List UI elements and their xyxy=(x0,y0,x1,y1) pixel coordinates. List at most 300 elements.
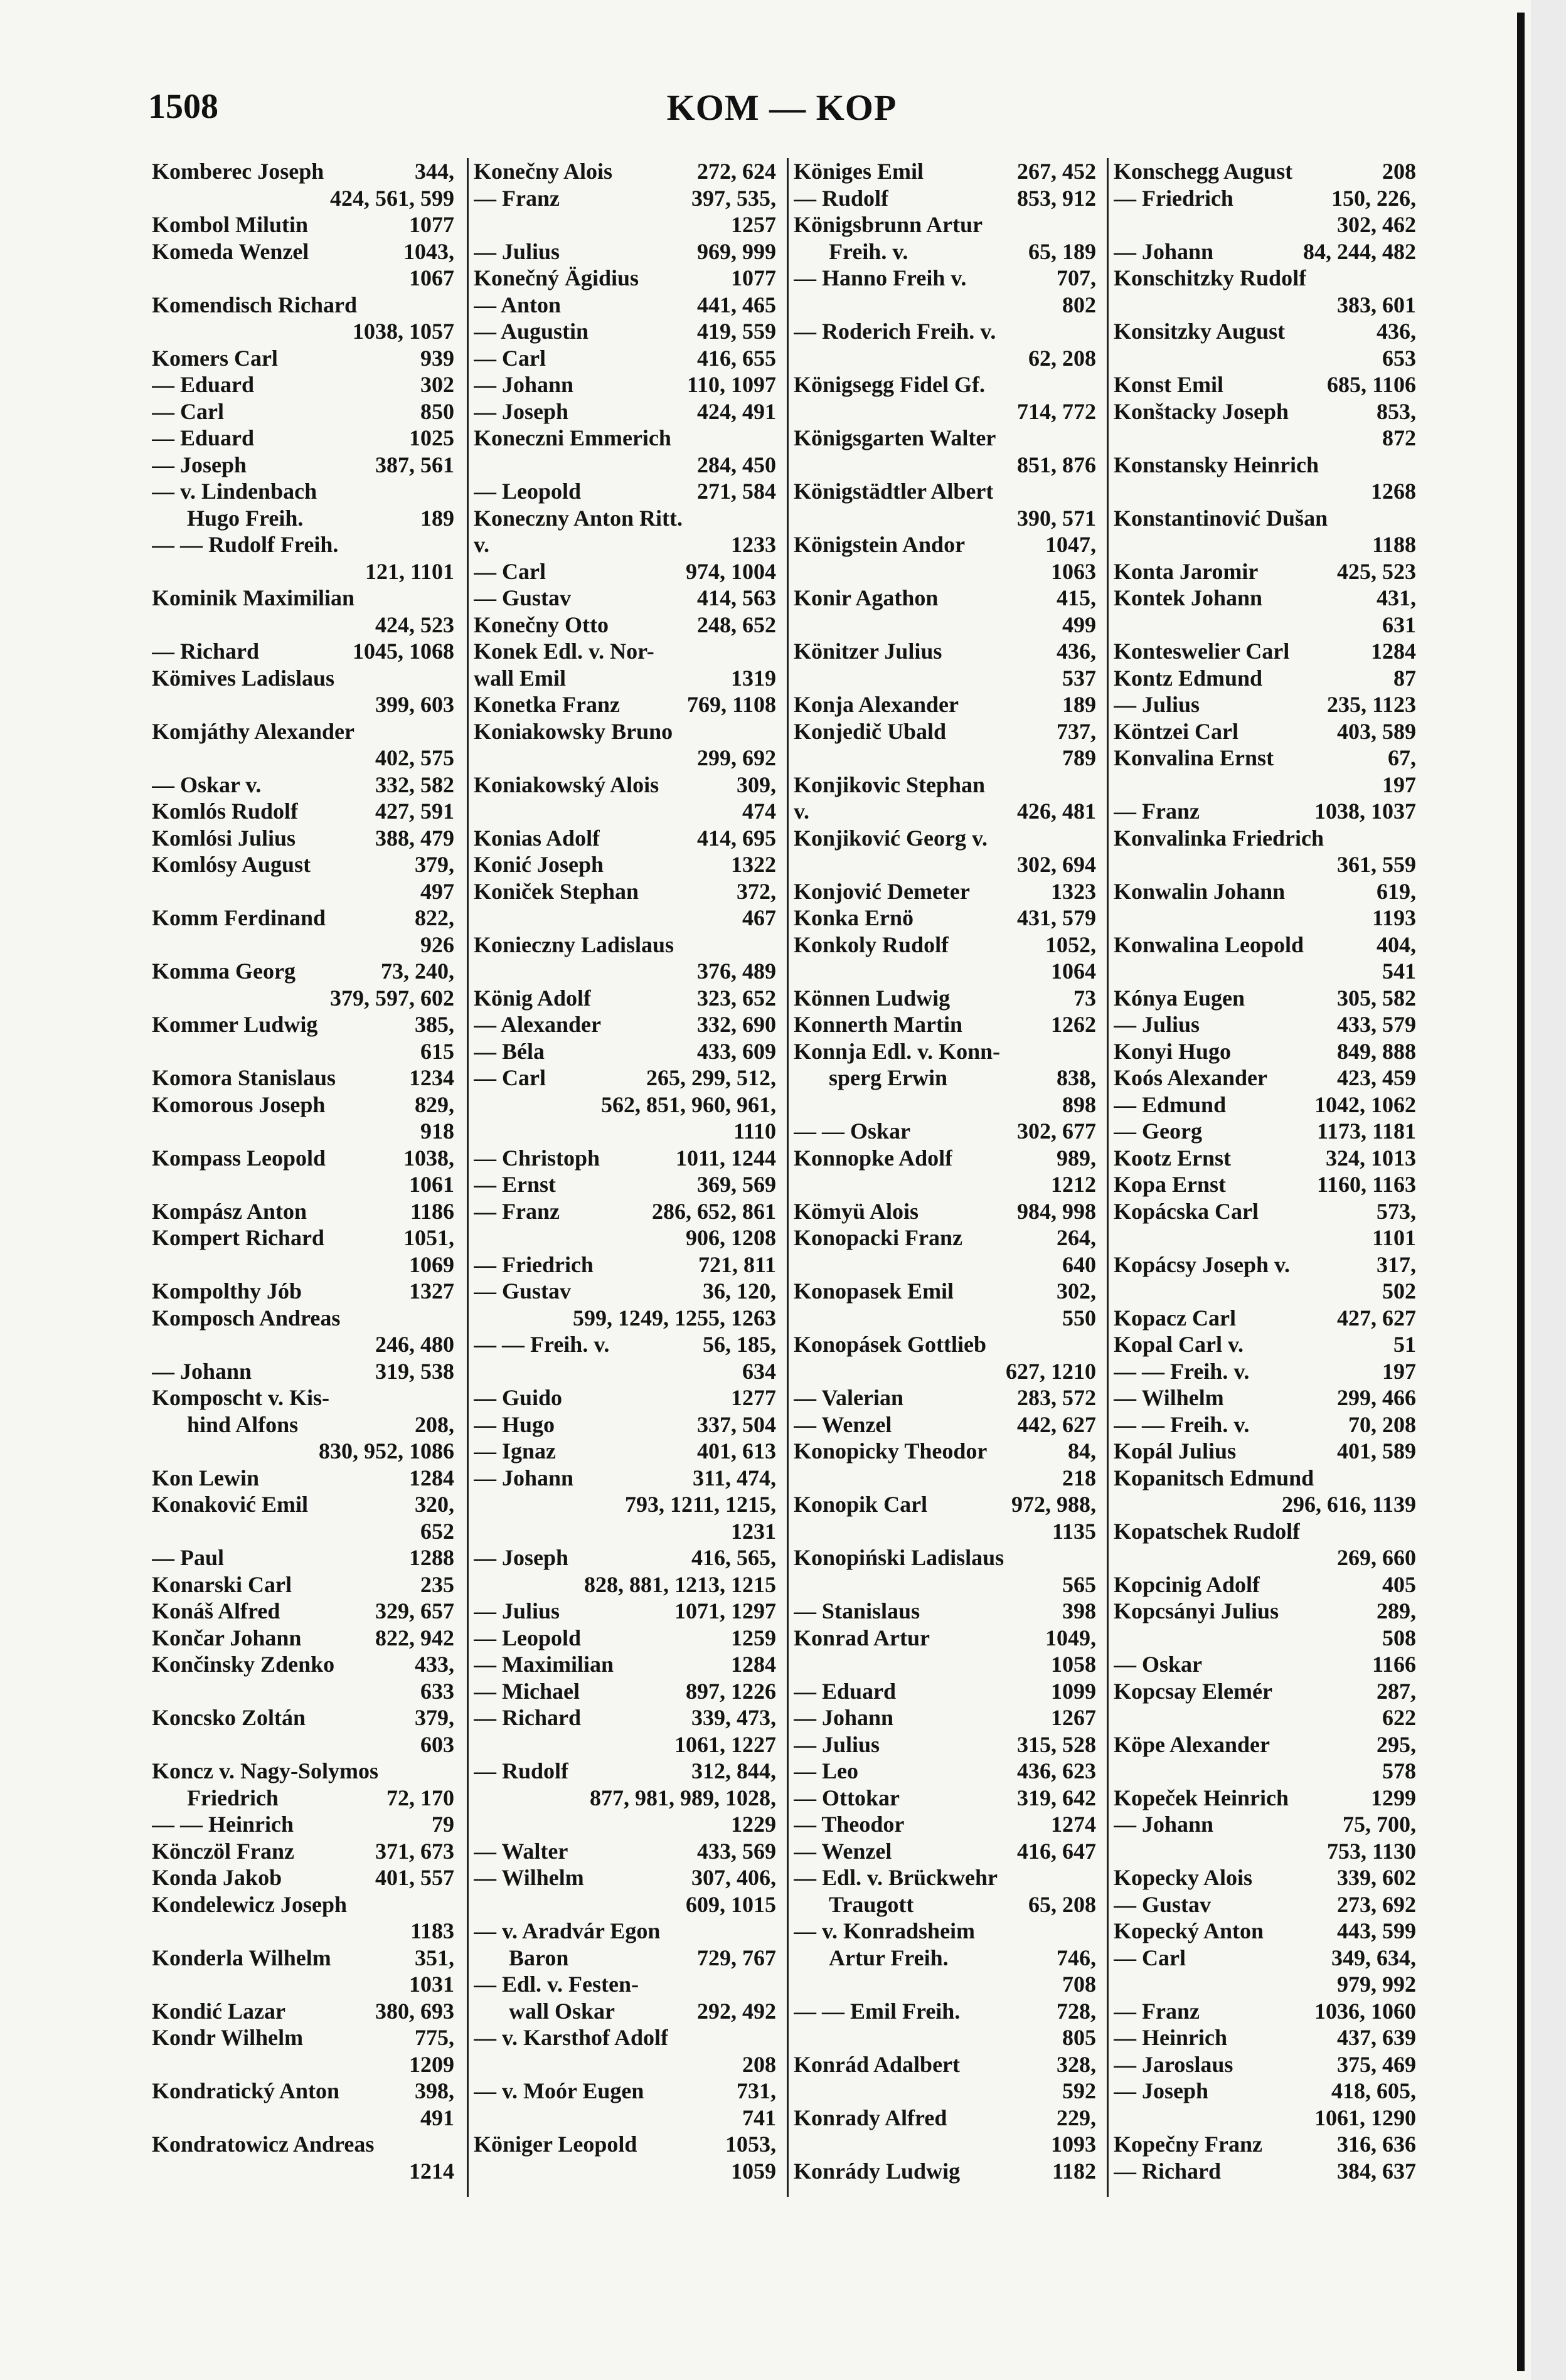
index-entry-continuation xyxy=(147,1331,458,1358)
entry-page-refs: 65, 208 xyxy=(1028,1891,1096,1917)
index-entry xyxy=(789,425,1100,452)
entry-page-refs: 380, 693 xyxy=(375,1998,454,2024)
index-entry xyxy=(469,1145,780,1172)
index-entry xyxy=(1109,665,1420,692)
entry-page-refs: 317, xyxy=(1377,1251,1416,1277)
entry-name: Komers Carl xyxy=(152,345,278,371)
entry-page-refs: 1284 xyxy=(409,1465,454,1490)
entry-page-refs: 989, xyxy=(1057,1145,1096,1171)
entry-page-refs: 1058 xyxy=(1051,1652,1096,1677)
entry-page-refs: 51 xyxy=(1393,1332,1416,1357)
index-entry xyxy=(147,1945,458,1972)
index-entry xyxy=(1109,718,1420,745)
entry-name: König Adolf xyxy=(474,985,592,1011)
entry-name: — v. Moór Eugen xyxy=(474,2078,644,2103)
entry-page-refs: 849, 888 xyxy=(1337,1038,1416,1064)
entry-name: Königstädtler Albert xyxy=(794,479,994,504)
entry-page-refs: 1093 xyxy=(1051,2132,1096,2157)
index-entry xyxy=(1109,985,1420,1012)
index-entry xyxy=(789,1145,1100,1172)
index-entry xyxy=(469,2024,780,2051)
entry-name: — Christoph xyxy=(474,1145,600,1171)
entry-page-refs: 1262 xyxy=(1051,1012,1096,1037)
entry-page-refs: 436, xyxy=(1377,319,1416,344)
entry-page-refs: 753, 1130 xyxy=(1326,1838,1416,1864)
index-entry xyxy=(147,1011,458,1038)
entry-name: — Paul xyxy=(152,1545,225,1570)
index-entry xyxy=(789,265,1100,292)
index-entry xyxy=(469,878,780,905)
index-entry xyxy=(469,318,780,345)
entry-page-refs: 427, 591 xyxy=(375,799,454,824)
index-entry xyxy=(147,478,458,505)
entry-page-refs: 707, xyxy=(1057,265,1096,290)
entry-name: — Richard xyxy=(1114,2158,1221,2184)
entry-page-refs: 592 xyxy=(1062,2078,1096,2103)
index-entry xyxy=(147,1384,458,1411)
entry-page-refs: 1267 xyxy=(1051,1705,1096,1730)
index-entry xyxy=(1109,2158,1420,2185)
entry-name: Kopecký Anton xyxy=(1114,1918,1264,1943)
index-column-1 xyxy=(147,158,458,2197)
index-entry xyxy=(789,1491,1100,1518)
index-entry-continuation xyxy=(147,612,458,639)
index-entry-continuation xyxy=(147,2158,458,2185)
entry-page-refs: 1031 xyxy=(409,1972,454,1997)
entry-name: Konrády Ludwig xyxy=(794,2158,961,2184)
index-entry xyxy=(469,1011,780,1038)
entry-name: Komlós Rudolf xyxy=(152,799,299,824)
index-entry xyxy=(1109,1038,1420,1065)
index-entry xyxy=(469,1704,780,1731)
index-entry xyxy=(147,851,458,878)
entry-page-refs: 1288 xyxy=(409,1545,454,1570)
index-entry-continuation xyxy=(147,318,458,345)
index-entry-continuation xyxy=(1109,211,1420,238)
entry-page-refs: 1233 xyxy=(731,532,776,557)
index-entry-continuation xyxy=(469,2158,780,2185)
index-entry xyxy=(789,2105,1100,2132)
entry-name: — Julius xyxy=(474,1598,560,1623)
entry-page-refs: 829, xyxy=(415,1092,454,1117)
entry-page-refs: 802 xyxy=(1062,292,1096,317)
index-entry xyxy=(789,1785,1100,1812)
entry-name: Konrád Adalbert xyxy=(794,2051,961,2077)
entry-name: Komeda Wenzel xyxy=(152,238,309,264)
entry-name: — Guido xyxy=(474,1385,563,1410)
entry-page-refs: 805 xyxy=(1062,2025,1096,2050)
entry-page-refs: 316, 636 xyxy=(1337,2132,1416,2157)
index-entry xyxy=(1109,1011,1420,1038)
index-entry-continuation xyxy=(1109,851,1420,878)
entry-page-refs: 1183 xyxy=(410,1918,454,1943)
entry-page-refs: 851, 876 xyxy=(1017,452,1096,477)
entry-name: Kopacz Carl xyxy=(1114,1305,1236,1331)
entry-page-refs: 436, 623 xyxy=(1017,1758,1096,1783)
entry-name: — Julius xyxy=(474,238,560,264)
index-entry-continuation xyxy=(147,1438,458,1465)
entry-page-refs: 431, xyxy=(1377,585,1416,610)
index-entry-continuation xyxy=(1109,1278,1420,1305)
entry-page-refs: 1061, 1290 xyxy=(1314,2105,1416,2130)
entry-page-refs: 436, xyxy=(1057,639,1096,664)
entry-page-refs: 737, xyxy=(1057,718,1096,744)
index-entry xyxy=(1109,1678,1420,1705)
index-entry xyxy=(789,1278,1100,1305)
entry-name: Konjiković Georg v. xyxy=(794,825,988,851)
entry-name: hind Alfons xyxy=(187,1411,299,1437)
entry-name: wall Oskar xyxy=(509,1998,615,2024)
index-entry xyxy=(1109,1065,1420,1092)
entry-page-refs: 309, xyxy=(737,772,776,797)
index-entry-continuation xyxy=(789,1171,1100,1198)
index-entry xyxy=(1109,1438,1420,1465)
entry-name: — Anton xyxy=(474,292,562,317)
entry-page-refs: 1038, xyxy=(403,1145,454,1171)
index-entry xyxy=(469,505,780,532)
index-entry xyxy=(469,2131,780,2158)
entry-page-refs: 969, 999 xyxy=(697,238,776,264)
entry-page-refs: 87 xyxy=(1393,665,1416,691)
entry-page-refs: 383, 601 xyxy=(1337,292,1416,317)
entry-page-refs: 65, 189 xyxy=(1028,238,1096,264)
entry-name: Koniček Stephan xyxy=(474,878,639,904)
entry-page-refs: 401, 613 xyxy=(697,1438,776,1464)
entry-page-refs: 1186 xyxy=(410,1198,454,1224)
index-entry xyxy=(789,798,1100,825)
entry-page-refs: 1274 xyxy=(1051,1812,1096,1837)
index-entry xyxy=(1109,1651,1420,1678)
index-entry xyxy=(147,1145,458,1172)
entry-page-refs: 898 xyxy=(1062,1092,1096,1117)
entry-page-refs: 405 xyxy=(1382,1571,1416,1597)
entry-page-refs: 311, 474, xyxy=(692,1465,776,1490)
index-entry xyxy=(1109,1358,1420,1385)
entry-page-refs: 379, xyxy=(415,1705,454,1730)
index-entry-continuation xyxy=(147,878,458,905)
entry-name: Königer Leopold xyxy=(474,2132,637,2157)
entry-name: Kontz Edmund xyxy=(1114,665,1263,691)
entry-name: — Oskar xyxy=(1114,1652,1203,1677)
index-entry-continuation xyxy=(789,745,1100,772)
entry-page-refs: 299, 692 xyxy=(697,745,776,770)
index-entry xyxy=(1109,638,1420,665)
entry-name: Kömyü Alois xyxy=(794,1198,919,1224)
entry-name: Kondić Lazar xyxy=(152,1998,285,2024)
index-entry xyxy=(147,1491,458,1518)
index-entry xyxy=(469,1678,780,1705)
entry-page-refs: 497 xyxy=(420,878,454,904)
entry-page-refs: 441, 465 xyxy=(697,292,776,317)
index-entry xyxy=(469,1864,780,1891)
entry-page-refs: 853, 912 xyxy=(1017,185,1096,211)
index-entry xyxy=(469,1465,780,1492)
index-entry-continuation xyxy=(469,958,780,985)
index-entry xyxy=(147,1092,458,1118)
entry-page-refs: 415, xyxy=(1057,585,1096,610)
index-entry xyxy=(789,1731,1100,1758)
entry-page-refs: 1069 xyxy=(409,1251,454,1277)
entry-name: — Leopold xyxy=(474,479,582,504)
entry-page-refs: 404, xyxy=(1377,932,1416,957)
entry-page-refs: 499 xyxy=(1062,612,1096,637)
index-entry xyxy=(147,638,458,665)
entry-name: — Rudolf xyxy=(794,185,889,211)
entry-name: Konopicky Theodor xyxy=(794,1438,988,1464)
entry-name: Konias Adolf xyxy=(474,825,600,851)
entry-name: Konopik Carl xyxy=(794,1492,928,1517)
index-entry xyxy=(469,612,780,639)
entry-name: — — Freih. v. xyxy=(1114,1358,1250,1384)
entry-page-refs: 838, xyxy=(1057,1065,1096,1090)
entry-page-refs: 443, 599 xyxy=(1337,1918,1416,1943)
index-entry xyxy=(1109,238,1420,265)
index-entry-continuation xyxy=(789,292,1100,319)
index-entry-continuation xyxy=(789,665,1100,692)
index-entry xyxy=(789,1065,1100,1092)
entry-name: Kónya Eugen xyxy=(1114,985,1245,1011)
entry-page-refs: 474 xyxy=(742,799,776,824)
index-entry-continuation xyxy=(789,851,1100,878)
entry-page-refs: 372, xyxy=(737,878,776,904)
index-entry xyxy=(469,1971,780,1998)
entry-name: Konarski Carl xyxy=(152,1571,292,1597)
entry-page-refs: 1135 xyxy=(1052,1518,1096,1544)
entry-page-refs: 437, 639 xyxy=(1337,2025,1416,2050)
entry-page-refs: 419, 559 xyxy=(697,319,776,344)
entry-name: — Richard xyxy=(474,1705,581,1730)
entry-page-refs: 741 xyxy=(742,2105,776,2130)
index-entry xyxy=(1109,1171,1420,1198)
index-entry xyxy=(469,1198,780,1225)
entry-page-refs: 110, 1097 xyxy=(686,372,776,397)
index-entry xyxy=(147,158,458,185)
entry-page-refs: 218 xyxy=(1062,1465,1096,1490)
entry-page-refs: 1099 xyxy=(1051,1678,1096,1704)
index-entry xyxy=(1109,1785,1420,1812)
index-entry xyxy=(1109,1945,1420,1972)
entry-name: Kopecky Alois xyxy=(1114,1865,1253,1890)
index-entry xyxy=(1109,1998,1420,2025)
index-entry xyxy=(147,1704,458,1731)
entry-page-refs: 332, 582 xyxy=(375,772,454,797)
entry-page-refs: 1229 xyxy=(731,1812,776,1837)
index-entry xyxy=(789,238,1100,265)
entry-page-refs: 425, 523 xyxy=(1337,558,1416,584)
index-entry xyxy=(1109,265,1420,292)
index-entry xyxy=(1109,558,1420,585)
entry-page-refs: 1052, xyxy=(1045,932,1096,957)
index-entry xyxy=(789,1945,1100,1972)
index-entry-continuation xyxy=(147,265,458,292)
index-column-2 xyxy=(467,158,780,2197)
entry-page-refs: 1284 xyxy=(731,1652,776,1677)
page-edge-rule xyxy=(1517,13,1525,2371)
index-entry xyxy=(789,1544,1100,1571)
index-entry xyxy=(1109,1092,1420,1118)
entry-name: — Valerian xyxy=(794,1385,904,1410)
entry-name: Kopa Ernst xyxy=(1114,1172,1227,1197)
entry-name: — Franz xyxy=(1114,799,1200,824)
index-entry xyxy=(469,1278,780,1305)
entry-name: Königsgarten Walter xyxy=(794,425,996,450)
index-entry xyxy=(1109,1811,1420,1838)
entry-page-refs: 433, 569 xyxy=(697,1838,776,1864)
entry-name: — Edmund xyxy=(1114,1092,1227,1117)
index-entry xyxy=(147,238,458,265)
index-entry xyxy=(147,371,458,398)
index-entry-continuation xyxy=(469,1518,780,1545)
entry-name: Köpe Alexander xyxy=(1114,1731,1270,1757)
entry-name: Komora Stanislaus xyxy=(152,1065,336,1090)
index-entry xyxy=(147,1625,458,1652)
entry-page-refs: 189 xyxy=(420,505,454,531)
index-entry xyxy=(469,1998,780,2025)
index-entry-continuation xyxy=(1109,1758,1420,1785)
entry-page-refs: 197 xyxy=(1382,772,1416,797)
index-entry xyxy=(147,211,458,238)
entry-name: Komlósi Julius xyxy=(152,825,296,851)
index-entry xyxy=(469,772,780,799)
entry-name: Konta Jaromir xyxy=(1114,558,1259,584)
entry-page-refs: 320, xyxy=(415,1492,454,1517)
index-entry xyxy=(789,932,1100,959)
entry-page-refs: 431, 579 xyxy=(1017,905,1096,930)
index-entry xyxy=(469,1171,780,1198)
index-entry xyxy=(789,1811,1100,1838)
entry-page-refs: 295, xyxy=(1377,1731,1416,1757)
entry-page-refs: 1322 xyxy=(731,852,776,877)
index-entry-continuation xyxy=(1109,1544,1420,1571)
entry-page-refs: 75, 700, xyxy=(1343,1812,1416,1837)
index-column-3 xyxy=(787,158,1100,2197)
entry-name: — Joseph xyxy=(474,1545,569,1570)
entry-page-refs: 312, 844, xyxy=(691,1758,776,1783)
entry-page-refs: 731, xyxy=(737,2078,776,2103)
entry-page-refs: 267, 452 xyxy=(1017,159,1096,184)
index-entry xyxy=(1109,932,1420,959)
index-entry xyxy=(147,345,458,372)
entry-name: Koncsko Zoltán xyxy=(152,1705,306,1730)
index-entry xyxy=(789,585,1100,612)
index-entry-continuation xyxy=(789,398,1100,425)
index-entry xyxy=(469,932,780,959)
entry-name: — Edl. v. Brückwehr xyxy=(794,1865,998,1890)
index-entry xyxy=(147,1864,458,1891)
index-entry xyxy=(789,211,1100,238)
entry-name: Kondratický Anton xyxy=(152,2078,340,2103)
entry-name: Konaković Emil xyxy=(152,1492,309,1517)
entry-name: Kompász Anton xyxy=(152,1198,307,1224)
entry-page-refs: 578 xyxy=(1382,1758,1416,1783)
entry-name: Konschegg August xyxy=(1114,159,1293,184)
index-entry-continuation xyxy=(469,1358,780,1385)
index-columns xyxy=(147,158,1414,2197)
index-entry xyxy=(469,1038,780,1065)
entry-page-refs: 72, 170 xyxy=(386,1785,454,1810)
index-entry xyxy=(147,585,458,612)
index-entry-continuation xyxy=(1109,531,1420,558)
index-entry xyxy=(789,371,1100,398)
entry-page-refs: 403, 589 xyxy=(1337,718,1416,744)
entry-page-refs: 433, xyxy=(415,1652,454,1677)
entry-page-refs: 850 xyxy=(420,398,454,424)
entry-page-refs: 414, 695 xyxy=(697,825,776,851)
index-entry-continuation xyxy=(147,185,458,212)
index-entry-continuation xyxy=(469,1118,780,1145)
index-entry-continuation xyxy=(469,1571,780,1598)
entry-page-refs: 433, 609 xyxy=(697,1038,776,1064)
entry-page-refs: 388, 479 xyxy=(375,825,454,851)
index-entry xyxy=(469,1838,780,1865)
entry-name: — Franz xyxy=(474,1198,560,1224)
entry-name: — Wenzel xyxy=(794,1411,892,1437)
entry-page-refs: 402, 575 xyxy=(375,745,454,770)
entry-page-refs: 653 xyxy=(1382,345,1416,371)
entry-page-refs: 721, 811 xyxy=(698,1251,776,1277)
index-entry xyxy=(1109,452,1420,479)
entry-name: Kömives Ladislaus xyxy=(152,665,335,691)
entry-page-refs: 235 xyxy=(420,1571,454,1597)
index-entry-continuation xyxy=(1109,292,1420,319)
index-entry xyxy=(789,638,1100,665)
entry-page-refs: 423, 459 xyxy=(1337,1065,1416,1090)
entry-page-refs: 1038, 1057 xyxy=(353,319,454,344)
entry-name: wall Emil xyxy=(474,665,567,691)
entry-name: — Wilhelm xyxy=(1114,1385,1224,1410)
entry-name: Konić Joseph xyxy=(474,852,604,877)
entry-name: Konwalina Leopold xyxy=(1114,932,1304,957)
entry-page-refs: 286, 652, 861 xyxy=(652,1198,776,1224)
entry-name: — v. Aradvár Egon xyxy=(474,1918,661,1943)
entry-name: Kompert Richard xyxy=(152,1225,324,1250)
index-entry xyxy=(789,158,1100,185)
entry-name: Könitzer Julius xyxy=(794,639,942,664)
entry-page-refs: 369, 569 xyxy=(697,1172,776,1197)
index-entry-continuation xyxy=(147,1918,458,1945)
entry-name: — Rudolf xyxy=(474,1758,569,1783)
entry-name: Konečný Ägidius xyxy=(474,265,639,290)
index-entry xyxy=(147,798,458,825)
entry-page-refs: 323, 652 xyxy=(697,985,776,1011)
entry-page-refs: 208, xyxy=(415,1411,454,1437)
entry-name: — Richard xyxy=(152,639,259,664)
entry-page-refs: 918 xyxy=(420,1118,454,1144)
index-entry xyxy=(469,1598,780,1625)
entry-page-refs: 1038, 1037 xyxy=(1314,799,1416,824)
entry-page-refs: 822, 942 xyxy=(375,1625,454,1650)
index-entry xyxy=(789,1891,1100,1918)
entry-page-refs: 248, 652 xyxy=(697,612,776,637)
entry-page-refs: 387, 561 xyxy=(375,452,454,477)
entry-name: Königstein Andor xyxy=(794,532,966,557)
index-entry xyxy=(789,905,1100,932)
entry-name: Hugo Freih. xyxy=(187,505,304,531)
index-entry xyxy=(789,1998,1100,2025)
index-entry xyxy=(469,638,780,665)
index-entry xyxy=(789,1331,1100,1358)
index-entry-continuation xyxy=(469,1092,780,1118)
entry-page-refs: 73 xyxy=(1073,985,1096,1011)
entry-name: — Wenzel xyxy=(794,1838,892,1864)
entry-name: Konrad Artur xyxy=(794,1625,930,1650)
index-entry xyxy=(1109,1465,1420,1492)
entry-page-refs: 926 xyxy=(420,932,454,957)
index-entry xyxy=(469,558,780,585)
index-entry xyxy=(789,718,1100,745)
entry-page-refs: 1173, 1181 xyxy=(1316,1118,1416,1144)
entry-name: Artur Freih. xyxy=(829,1945,949,1970)
